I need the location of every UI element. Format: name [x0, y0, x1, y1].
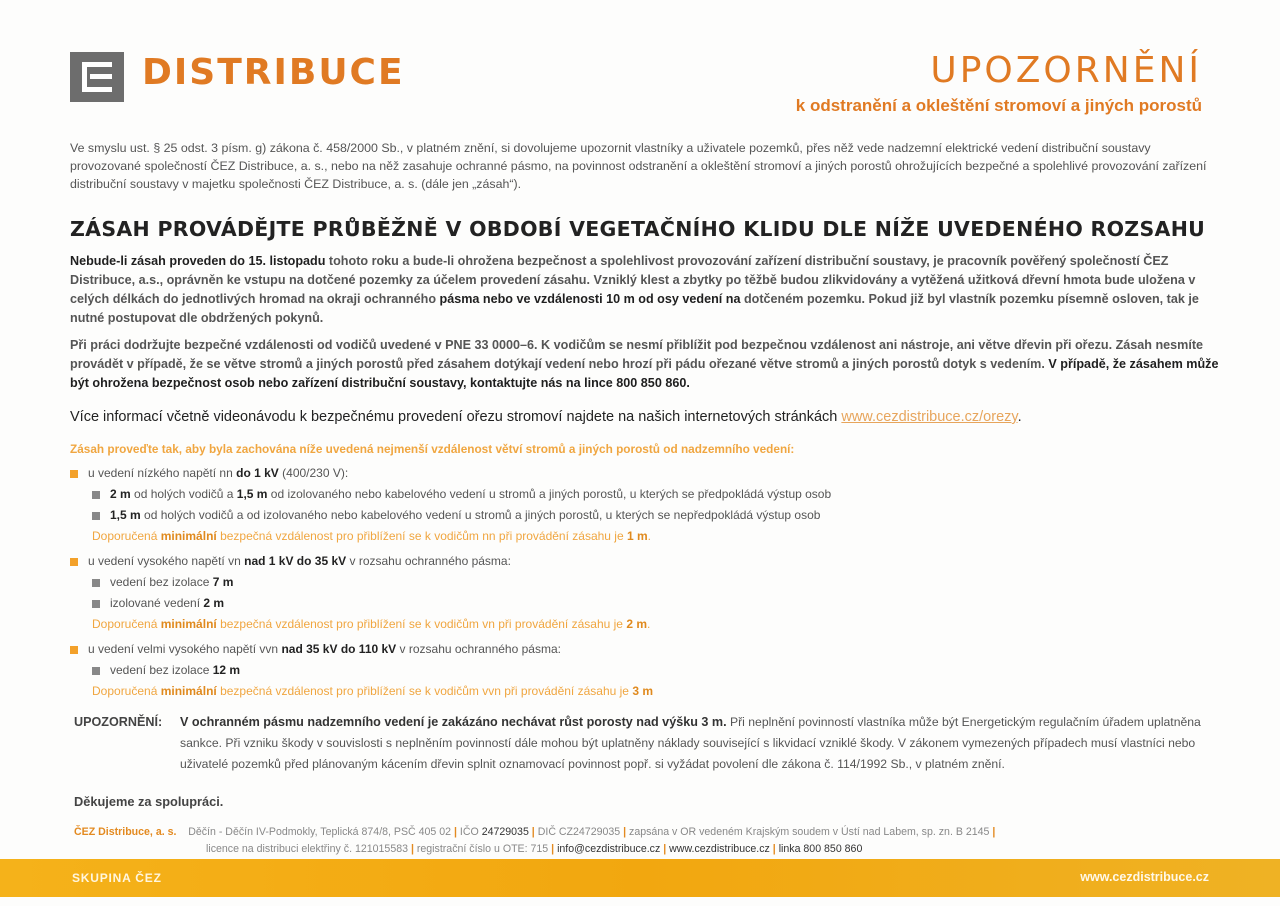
recommended-distance: Doporučená minimální bezpečná vzdálenost pro přiblížení se k vodičům nn při provádění zásahu je 1 m.	[92, 529, 652, 543]
warning-label: UPOZORNĚNÍ:	[74, 715, 163, 729]
list-item: 2 m od holých vodičů a 1,5 m od izolovaného nebo kabelového vedení u stromů a jiných porostů, u kterých se předpokládá výstup osob	[92, 487, 831, 501]
warning-text: V ochranném pásmu nadzemního vedení je zakázáno nechávat růst porosty nad výšku 3 m. Při neplnění povinností vlastníka může být Energetickým regulačním úřadem uplatněna sankce. Při vzniku škody v souvislosti s neplněním povinností dále mohou být uplatněny náklady související s likvidací vzniklé škody. V zákonem vymezených případech musí vlastníci nebo uživatelé pozemků před plánovaným kácením dřevin splnit oznamovací povinnost popř. si vyžádat povolení dle zákona č. 114/1992 Sb., v platném znění.	[180, 715, 1201, 771]
list-item: u vedení nízkého napětí nn do 1 kV (400/230 V):	[70, 466, 348, 480]
thanks: Děkujeme za spolupráci.	[74, 794, 224, 809]
list-item: 1,5 m od holých vodičů a od izolovaného nebo kabelového vedení u stromů a jiných porostů, u kterých se nepředpokládá výstup osob	[92, 508, 820, 522]
recommended-distance: Doporučená minimální bezpečná vzdálenost pro přiblížení se k vodičům vn při provádění zásahu je 2 m.	[92, 617, 651, 631]
paragraph-safety: Při práci dodržujte bezpečné vzdálenosti od vodičů uvedené v PNE 33 0000–6. K vodičům se nesmí přiblížit pod bezpečnou vzdálenost ani nástroje, ani větve dřevin při ořezu. Zásah nesmíte provádět v případě, že se větve stromů a jiných porostů před zásahem dotýkají vedení nebo hrozí při pádu ořezané větve stromů a jiných porostů dotyk s vedením. V případě, že zásahem může být ohrožena bezpečnost osob nebo zařízení distribuční soustavy, kontaktujte nás na lince 800 850 860.	[70, 338, 1219, 390]
bullet-icon	[70, 558, 78, 566]
footer-group-name: SKUPINA ČEZ	[72, 871, 162, 885]
intro-paragraph: Ve smyslu ust. § 25 odst. 3 písm. g) zákona č. 458/2000 Sb., v platném znění, si dovolujeme upozornit vlastníky a uživatele pozemků, přes něž vede nadzemní elektrické vedení distribuční soustavy provozované společností ČEZ Distribuce, a. s., nebo na něž zasahuje ochranné pásmo, na povinnost odstranění a okleštění stromoví a jiných porostů ohrožujících bezpečné a spolehlivé provozování zařízení distribuční soustavy v majetku společnosti ČEZ Distribuce, a. s. (dále jen „zásah“).	[70, 141, 1207, 191]
list-item: izolované vedení 2 m	[92, 596, 224, 610]
bullet-icon	[92, 600, 100, 608]
bullet-icon	[92, 512, 100, 520]
email-link[interactable]: info@cezdistribuce.cz	[557, 843, 661, 855]
bullet-icon	[92, 491, 100, 499]
list-item: u vedení velmi vysokého napětí vvn nad 35 kV do 110 kV v rozsahu ochranného pásma:	[70, 642, 561, 656]
bullet-icon	[92, 667, 100, 675]
notice-title: UPOZORNĚNÍ	[930, 50, 1202, 91]
bullet-icon	[70, 470, 78, 478]
bullet-icon	[92, 579, 100, 587]
footer-website[interactable]: www.cezdistribuce.cz	[1080, 870, 1209, 884]
list-item: u vedení vysokého napětí vn nad 1 kV do 35 kV v rozsahu ochranného pásma:	[70, 554, 511, 568]
headline: ZÁSAH PROVÁDĚJTE PRŮBĚŽNĚ V OBDOBÍ VEGETAČNÍHO KLIDU DLE NÍŽE UVEDENÉHO ROZSAHU	[70, 217, 1206, 241]
orezy-link[interactable]: www.cezdistribuce.cz/orezy	[841, 409, 1018, 425]
company-info: ČEZ Distribuce, a. s. Děčín - Děčín IV-Podmokly, Teplická 874/8, PSČ 405 02 | IČO 24729035 | DIČ CZ24729035 | zapsána v OR vedeném Krajským soudem v Ústí nad Labem, sp. zn. B 2145 | licence na distribuci elektřiny č. 121015583 | registrační číslo u OTE: 715 | info@cezdistribuce.cz | www.cezdistribuce.cz | linka 800 850 860	[74, 826, 996, 855]
list-item: vedení bez izolace 12 m	[92, 663, 240, 677]
recommended-distance: Doporučená minimální bezpečná vzdálenost pro přiblížení se k vodičům vvn při provádění zásahu je 3 m	[92, 684, 653, 698]
notice-subtitle: k odstranění a okleštění stromoví a jiných porostů	[795, 96, 1202, 115]
paragraph-deadline: Nebude-li zásah proveden do 15. listopadu tohoto roku a bude-li ohrožena bezpečnost a spolehlivost provozování zařízení distribuční soustavy, je pracovník pověřený společností ČEZ Distribuce, a.s., oprávněn ke vstupu na dotčené pozemky za účelem provedení zásahu. Vzniklý klest a zbytky po těžbě budou zlikvidovány a vytěžená užitková dřevní hmota bude uložena v celých délkách do jednotlivých hromad na okraji ochranného pásma nebo ve vzdálenosti 10 m od osy vedení na dotčeném pozemku. Pokud již byl vlastník pozemku písemně osloven, tak je nutné postupovat dle obdržených pokynů.	[70, 254, 1199, 325]
distance-intro: Zásah proveďte tak, aby byla zachována níže uvedená nejmenší vzdálenost větví stromů a jiných porostů od nadzemního vedení:	[70, 442, 795, 456]
list-item: vedení bez izolace 7 m	[92, 575, 233, 589]
cez-logo-icon	[70, 52, 124, 102]
brand-name: DISTRIBUCE	[142, 52, 405, 93]
footer-bar	[0, 859, 1280, 897]
web-link[interactable]: www.cezdistribuce.cz	[669, 843, 770, 855]
bullet-icon	[70, 646, 78, 654]
more-info: Více informací včetně videonávodu k bezpečnému provedení ořezu stromoví najdete na našich internetových stránkách www.cezdistribuce.cz/orezy.	[70, 409, 1022, 425]
